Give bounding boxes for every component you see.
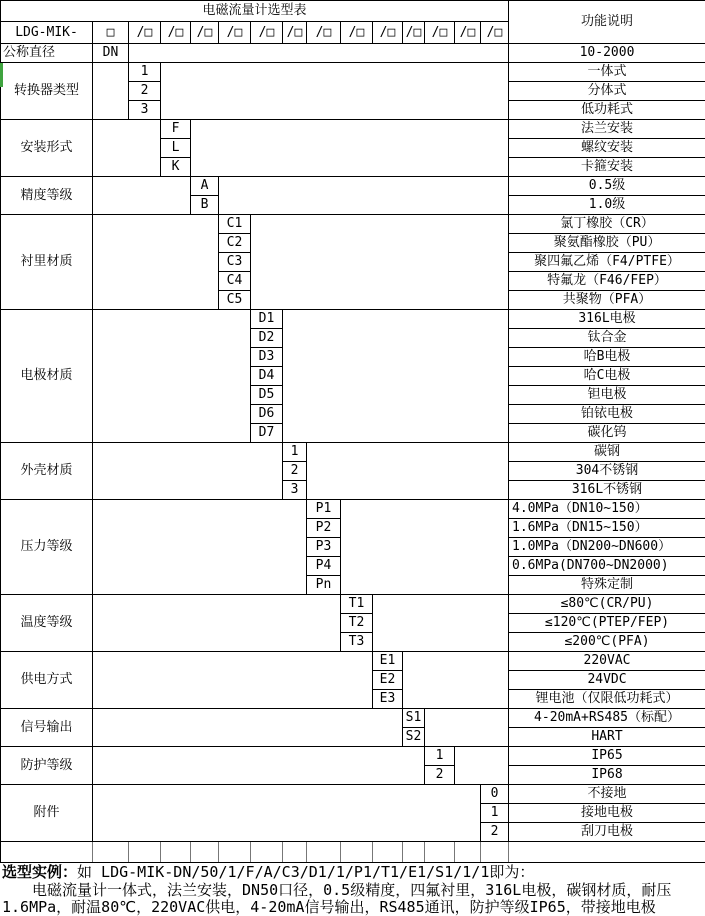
function-desc: 316L电极 (509, 310, 705, 329)
code-cell: F (161, 120, 191, 139)
function-desc: 共聚物（PFA） (509, 291, 705, 310)
function-desc: 碳化钨 (509, 424, 705, 443)
code-cell: C1 (219, 215, 251, 234)
code-cell: T1 (341, 595, 373, 614)
function-desc: 不接地 (509, 785, 705, 804)
category-label: 防护等级 (1, 747, 93, 785)
code-cell: DN (93, 44, 129, 63)
empty-region (251, 215, 509, 310)
code-cell: 2 (425, 766, 455, 785)
category-label: 安装形式 (1, 120, 93, 177)
function-desc: 304不锈钢 (509, 462, 705, 481)
empty-region (93, 63, 129, 120)
code-box: /□ (251, 22, 283, 44)
code-cell: D4 (251, 367, 283, 386)
page-title: 电磁流量计选型表 (1, 1, 509, 22)
code-cell: P2 (307, 519, 341, 538)
code-box: /□ (307, 22, 341, 44)
model-prefix: LDG-MIK- (1, 22, 93, 44)
category-label: 外壳材质 (1, 443, 93, 500)
code-box: /□ (341, 22, 373, 44)
code-cell: 1 (425, 747, 455, 766)
category-label: 压力等级 (1, 500, 93, 595)
empty-region (341, 500, 509, 595)
grid-cell (93, 842, 129, 863)
grid-cell (425, 842, 455, 863)
empty-region (93, 595, 341, 652)
code-cell: L (161, 139, 191, 158)
function-desc: IP68 (509, 766, 705, 785)
example-heading-label: 选型实例： (2, 863, 78, 881)
function-desc: 碳钢 (509, 443, 705, 462)
category-label: 温度等级 (1, 595, 93, 652)
empty-region (93, 443, 283, 500)
function-desc: 一体式 (509, 63, 705, 82)
function-desc: ≤120℃(PTEP/FEP) (509, 614, 705, 633)
code-cell: C3 (219, 253, 251, 272)
function-column-header: 功能说明 (509, 1, 705, 44)
code-cell: 1 (129, 63, 161, 82)
empty-region (403, 652, 509, 709)
code-cell: C2 (219, 234, 251, 253)
empty-region (93, 785, 481, 842)
function-desc: 螺纹安装 (509, 139, 705, 158)
empty-region (93, 500, 307, 595)
function-desc: 分体式 (509, 82, 705, 101)
selection-example-section (0, 862, 705, 916)
function-desc: 1.0MPa（DN200~DN600） (509, 538, 705, 557)
code-cell: A (191, 177, 219, 196)
function-desc: 刮刀电极 (509, 823, 705, 842)
code-cell: T2 (341, 614, 373, 633)
function-desc: 4-20mA+RS485（标配） (509, 709, 705, 728)
code-box: /□ (219, 22, 251, 44)
empty-region (93, 652, 373, 709)
code-cell: D5 (251, 386, 283, 405)
empty-region (191, 120, 509, 177)
code-cell: 3 (129, 101, 161, 120)
code-cell: S1 (403, 709, 425, 728)
grid-cell (161, 842, 191, 863)
code-box: /□ (403, 22, 425, 44)
function-desc: 0.6MPa(DN700~DN2000) (509, 557, 705, 576)
function-desc: 特氟龙（F46/FEP） (509, 272, 705, 291)
code-cell: C4 (219, 272, 251, 291)
empty-region (373, 595, 509, 652)
function-desc: 24VDC (509, 671, 705, 690)
empty-region (161, 63, 509, 120)
category-label: 附件 (1, 785, 93, 842)
code-cell: P3 (307, 538, 341, 557)
empty-region (425, 709, 509, 747)
function-desc: 哈C电极 (509, 367, 705, 386)
code-box: /□ (373, 22, 403, 44)
function-desc: 接地电极 (509, 804, 705, 823)
code-cell: 0 (481, 785, 509, 804)
code-box: □ (93, 22, 129, 44)
category-label: 转换器类型 (1, 63, 93, 120)
function-desc: 1.0级 (509, 196, 705, 215)
empty-region (219, 177, 509, 215)
code-cell: Pn (307, 576, 341, 595)
code-cell: D6 (251, 405, 283, 424)
code-cell: S2 (403, 728, 425, 747)
example-heading-text: 如 LDG-MIK-DN/50/1/F/A/C3/D1/1/P1/T1/E1/S1/1/1即为： (77, 863, 535, 881)
function-desc: 4.0MPa（DN10~150） (509, 500, 705, 519)
grid-cell (307, 842, 341, 863)
empty-region (93, 177, 191, 215)
example-heading (2, 864, 705, 881)
function-desc: 锂电池（仅限低功耗式） (509, 690, 705, 709)
grid-cell (129, 842, 161, 863)
function-desc: 法兰安装 (509, 120, 705, 139)
grid-cell (481, 842, 509, 863)
code-cell: P1 (307, 500, 341, 519)
empty-region (93, 709, 403, 747)
code-cell: K (161, 158, 191, 177)
code-cell: E1 (373, 652, 403, 671)
category-label: 供电方式 (1, 652, 93, 709)
grid-cell (191, 842, 219, 863)
function-desc: 钽电极 (509, 386, 705, 405)
function-desc: 哈B电极 (509, 348, 705, 367)
grid-cell (373, 842, 403, 863)
function-desc: 316L不锈钢 (509, 481, 705, 500)
function-desc: 氯丁橡胶（CR） (509, 215, 705, 234)
code-cell: C5 (219, 291, 251, 310)
code-cell: 2 (283, 462, 307, 481)
code-box: /□ (283, 22, 307, 44)
code-box: /□ (129, 22, 161, 44)
grid-cell (219, 842, 251, 863)
function-desc: ≤200℃(PFA) (509, 633, 705, 652)
code-cell: D1 (251, 310, 283, 329)
category-label: 公称直径 (1, 44, 93, 63)
code-cell: 2 (129, 82, 161, 101)
empty-region (93, 310, 251, 443)
code-cell: T3 (341, 633, 373, 652)
code-cell: D3 (251, 348, 283, 367)
grid-cell (1, 842, 93, 863)
empty-region (283, 310, 509, 443)
code-cell: 1 (283, 443, 307, 462)
code-cell: B (191, 196, 219, 215)
empty-region (93, 747, 425, 785)
category-label: 信号输出 (1, 709, 93, 747)
function-desc: 钛合金 (509, 329, 705, 348)
function-desc: 聚四氟乙烯（F4/PTFE） (509, 253, 705, 272)
grid-cell (283, 842, 307, 863)
code-box: /□ (425, 22, 455, 44)
empty-region (93, 215, 219, 310)
function-desc: IP65 (509, 747, 705, 766)
function-desc: 0.5级 (509, 177, 705, 196)
grid-cell (251, 842, 283, 863)
code-cell: 1 (481, 804, 509, 823)
code-box: /□ (191, 22, 219, 44)
function-desc: 卡箍安装 (509, 158, 705, 177)
grid-cell (403, 842, 425, 863)
function-desc: ≤80℃(CR/PU) (509, 595, 705, 614)
code-cell: E3 (373, 690, 403, 709)
code-box: /□ (481, 22, 509, 44)
function-desc: 10-2000 (509, 44, 705, 63)
function-desc: HART (509, 728, 705, 747)
code-box: /□ (161, 22, 191, 44)
grid-cell (455, 842, 481, 863)
function-desc: 聚氨酯橡胶（PU） (509, 234, 705, 253)
empty-region (455, 747, 509, 785)
function-desc: 特殊定制 (509, 576, 705, 595)
code-box: /□ (455, 22, 481, 44)
code-cell: D7 (251, 424, 283, 443)
empty-region (307, 443, 509, 500)
grid-cell (341, 842, 373, 863)
category-label: 衬里材质 (1, 215, 93, 310)
code-cell: D2 (251, 329, 283, 348)
function-desc: 低功耗式 (509, 101, 705, 120)
function-desc: 1.6MPa（DN15~150） (509, 519, 705, 538)
function-desc: 220VAC (509, 652, 705, 671)
selection-indicator (0, 63, 3, 87)
example-body: 电磁流量计一体式，法兰安装，DN50口径，0.5级精度，四氟衬里，316L电极，碳钢材质，耐压1.6MPa，耐温80℃，220VAC供电，4-20mA信号输出，RS485通讯，防护等级IP65，带接地电极 (2, 881, 672, 916)
code-cell: P4 (307, 557, 341, 576)
empty-region (93, 120, 161, 177)
function-desc: 铂铱电极 (509, 405, 705, 424)
category-label: 精度等级 (1, 177, 93, 215)
code-cell: 2 (481, 823, 509, 842)
category-label: 电极材质 (1, 310, 93, 443)
empty-region (129, 44, 509, 63)
code-cell: E2 (373, 671, 403, 690)
code-cell: 3 (283, 481, 307, 500)
grid-cell (509, 842, 705, 863)
